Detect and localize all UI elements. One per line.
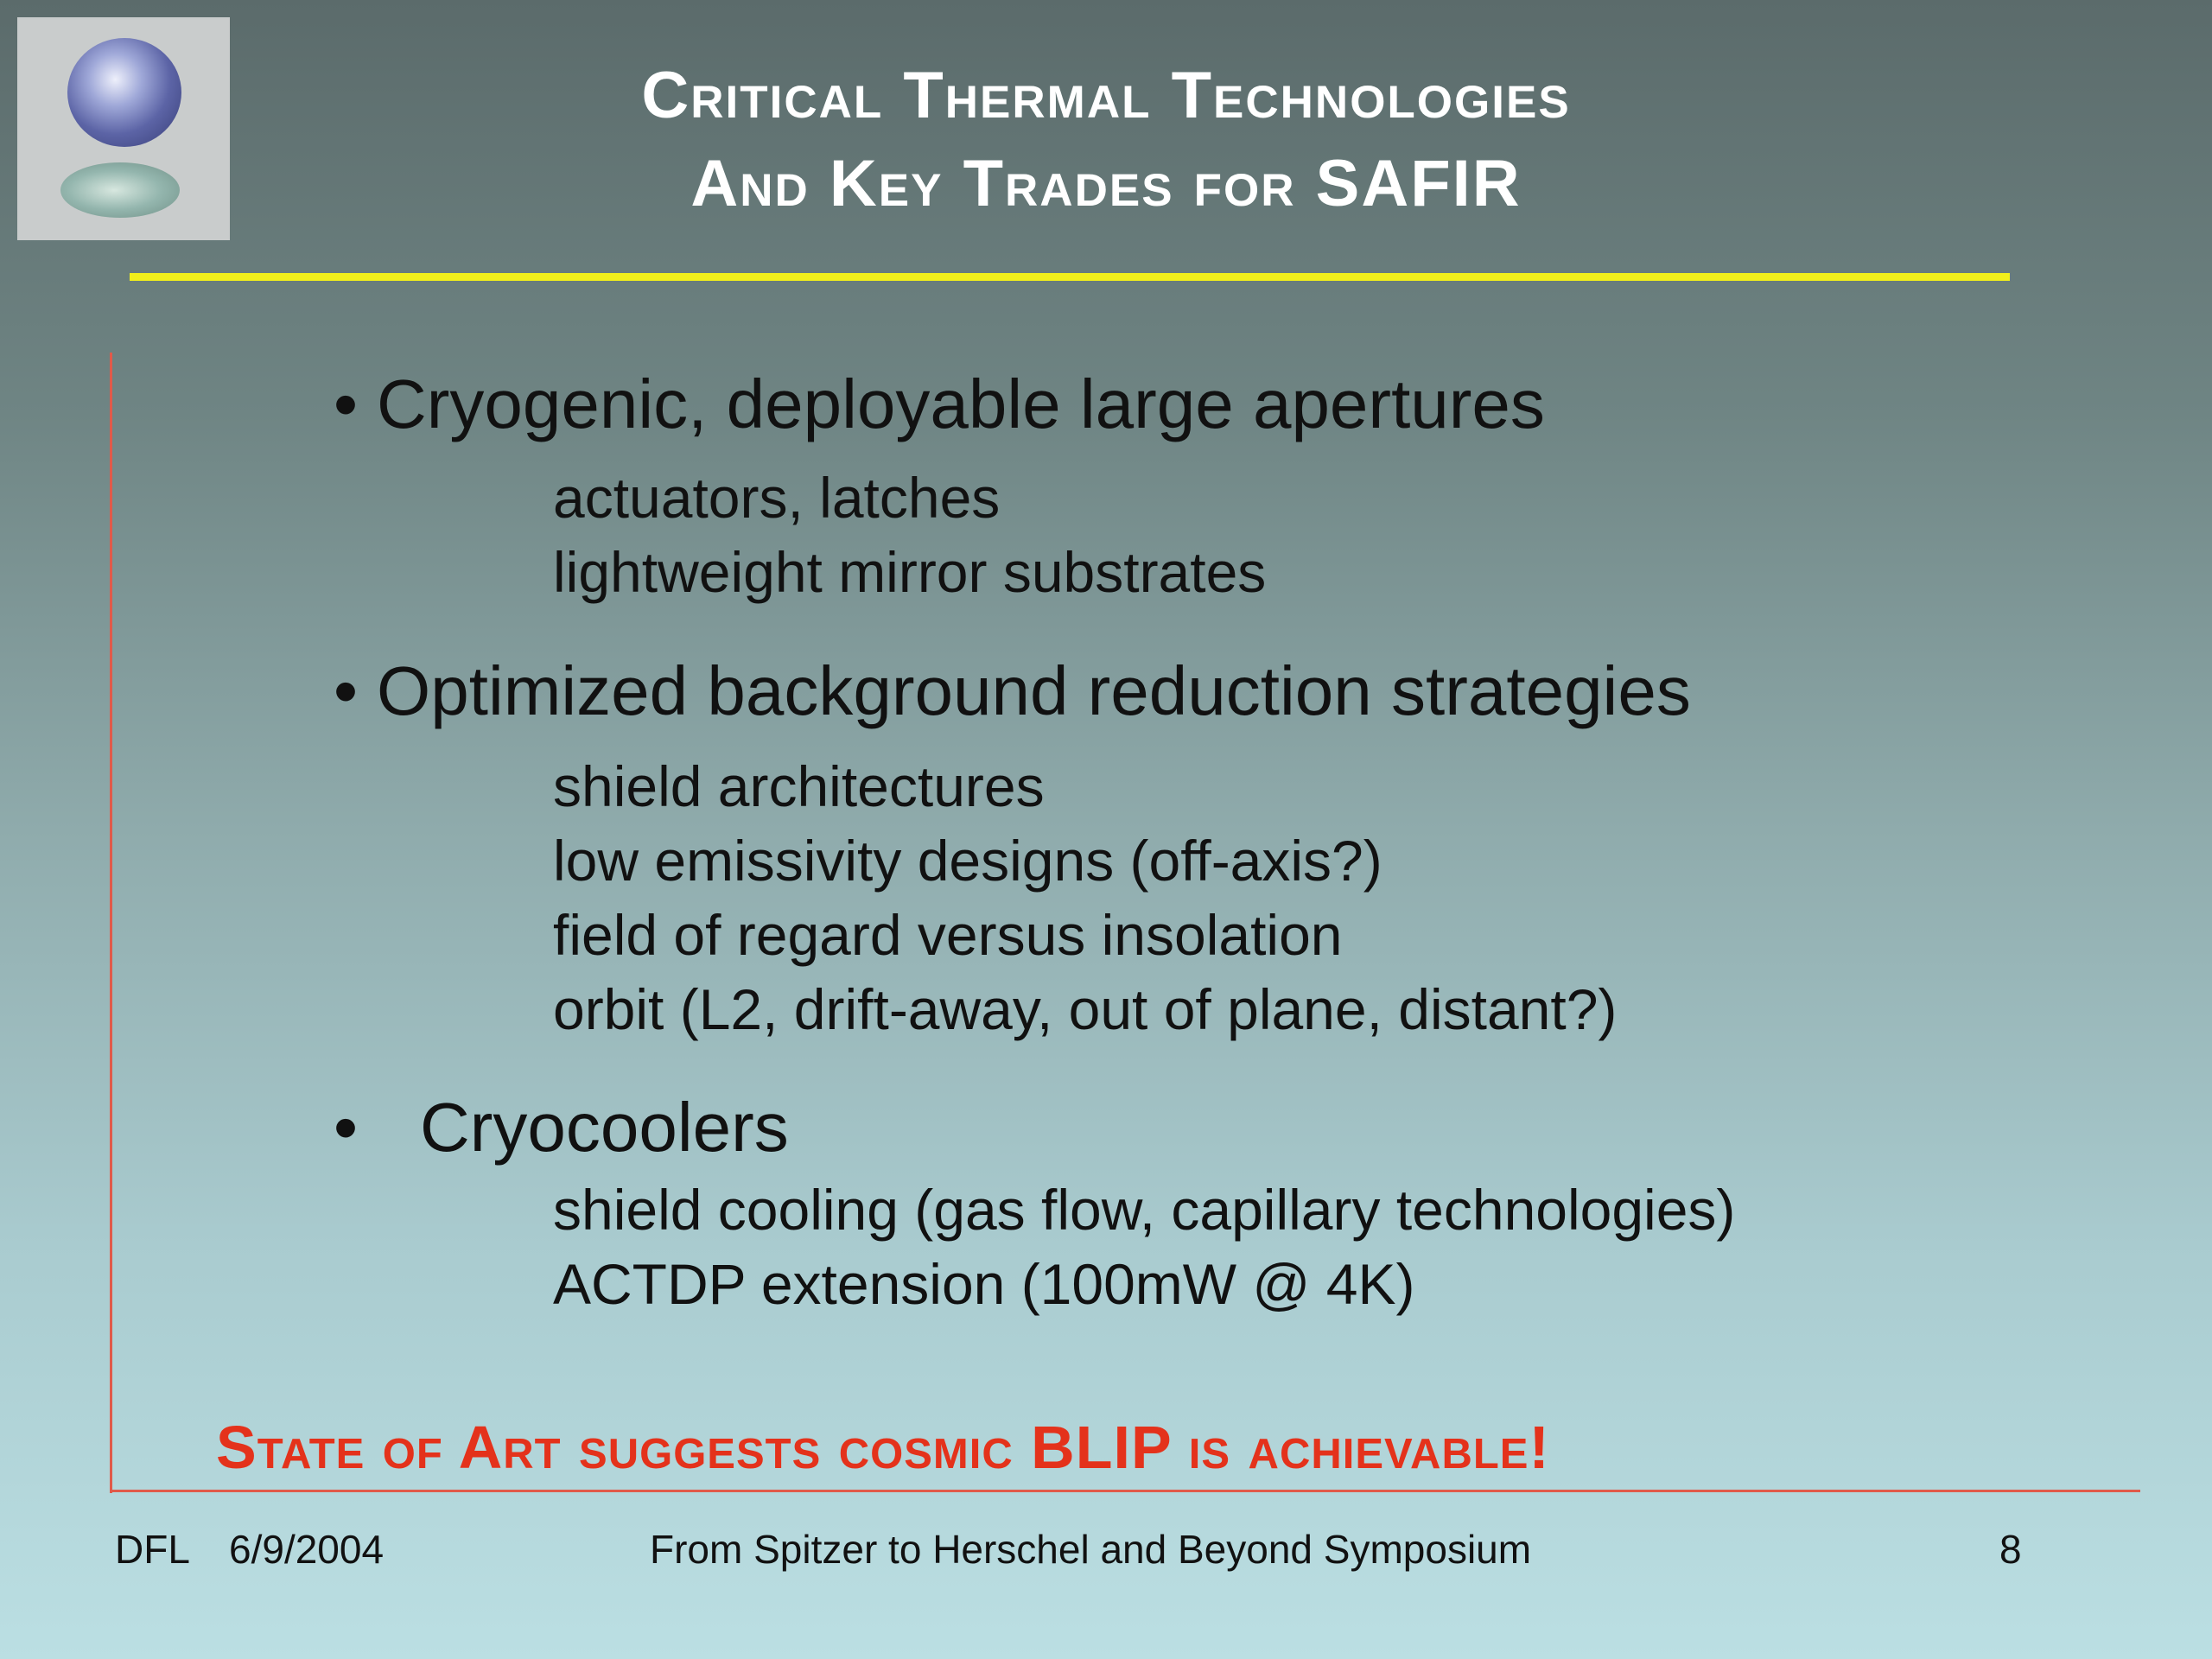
bullet-marker: •: [334, 1089, 359, 1166]
sub-item: shield architectures: [553, 754, 1045, 818]
bullet-text: Cryocoolers: [420, 1089, 789, 1166]
slide-title: [311, 52, 1901, 228]
slide-title-line-2: And Key Trades for SAFIR: [690, 147, 1522, 220]
sub-list: [553, 461, 1266, 609]
bullet-marker: •: [334, 365, 359, 442]
sub-item: field of regard versus insolation: [553, 903, 1343, 967]
bullet-text: Cryogenic, deployable large apertures: [377, 365, 1545, 442]
bullet-text: Optimized background reduction strategies: [377, 652, 1691, 729]
sub-item: lightweight mirror substrates: [553, 540, 1267, 604]
sub-item: orbit (L2, drift-away, out of plane, distant?): [553, 977, 1618, 1041]
bracket-horizontal-rule: [110, 1490, 2140, 1492]
gemstone-logo-icon: [17, 17, 230, 240]
sub-item: actuators, latches: [553, 466, 1001, 530]
sub-item: shield cooling (gas flow, capillary technologies): [553, 1178, 1736, 1242]
slide-title-line-1: Critical Thermal Technologies: [641, 59, 1571, 132]
page-number: 8: [1999, 1527, 2022, 1572]
sub-list: [553, 749, 1617, 1046]
gem-upper-icon: [67, 38, 181, 147]
footer-date: 6/9/2004: [229, 1527, 385, 1572]
title-underline: [130, 273, 2010, 281]
sub-list: [553, 1173, 1735, 1321]
sub-item: ACTDP extension (100mW @ 4K): [553, 1252, 1415, 1316]
footer-author: DFL: [115, 1527, 190, 1572]
bracket-vertical-rule: [110, 353, 112, 1493]
gem-reflection-icon: [60, 162, 180, 218]
sub-item: low emissivity designs (off-axis?): [553, 829, 1382, 893]
footer-event: From Spitzer to Herschel and Beyond Symposium: [650, 1527, 1532, 1572]
bullet-marker: •: [334, 652, 359, 729]
conclusion-callout: State of Art suggests cosmic BLIP is achievable!: [216, 1414, 1550, 1481]
